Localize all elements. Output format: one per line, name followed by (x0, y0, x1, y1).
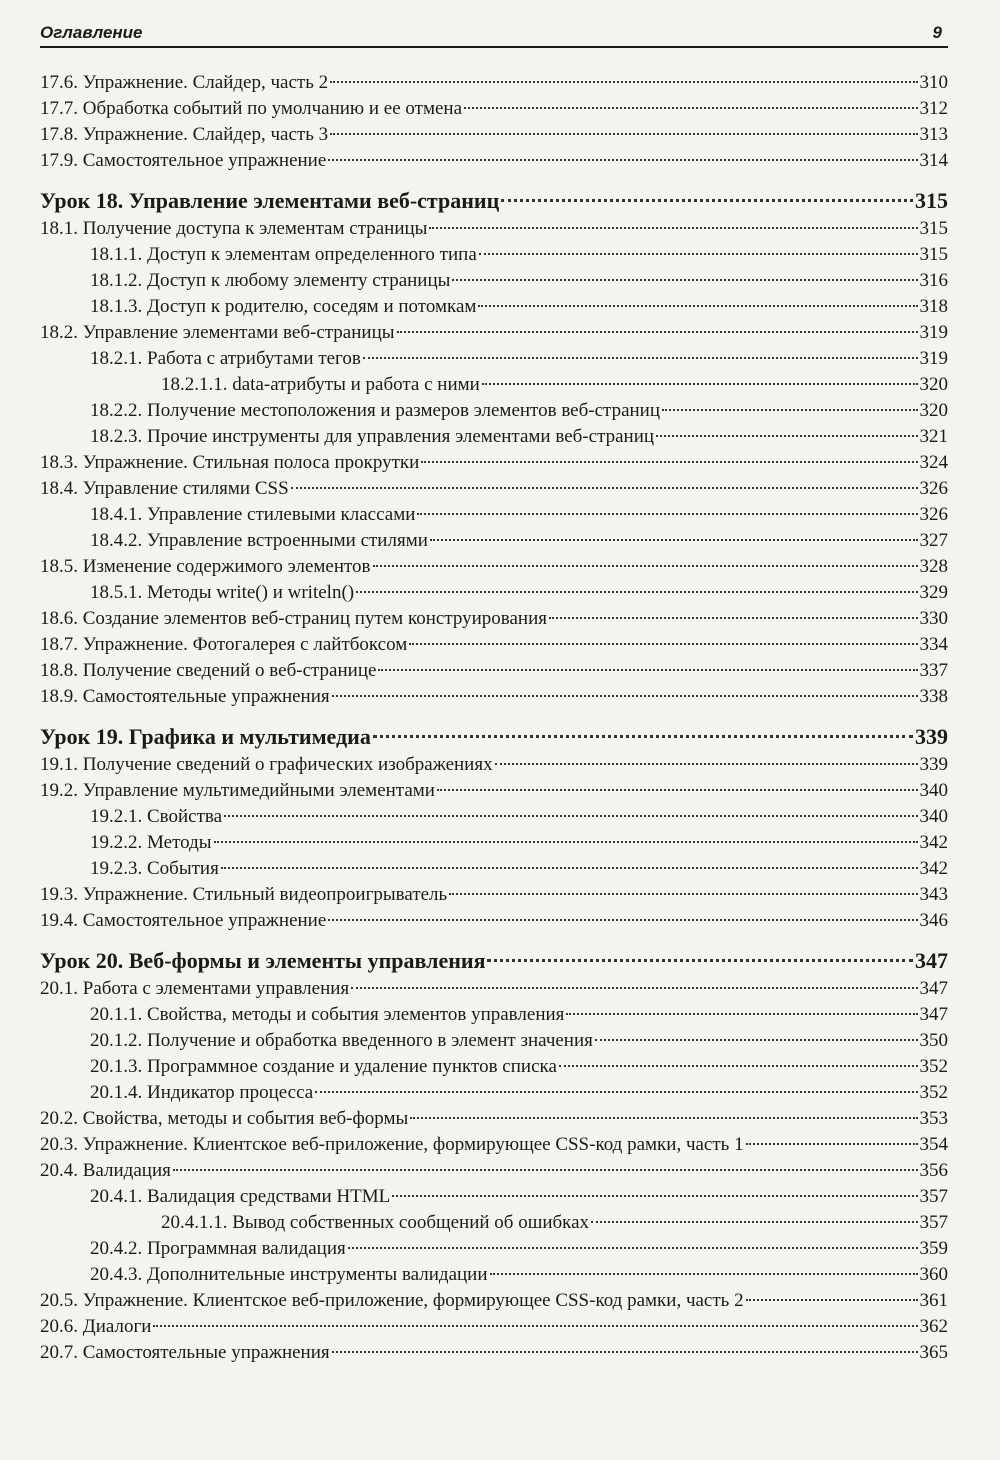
toc-entry-title: 18.1.3. Доступ к родителю, соседям и потомкам (90, 296, 477, 317)
dot-leader (430, 539, 918, 541)
toc-entry-page: 353 (919, 1108, 948, 1129)
toc-entry-page: 350 (919, 1030, 948, 1051)
toc-entry (40, 908, 948, 934)
toc-entry (40, 976, 948, 1002)
toc-entry (40, 658, 948, 684)
toc-entry-title: 17.6. Упражнение. Слайдер, часть 2 (40, 72, 329, 93)
toc-entry (40, 346, 948, 372)
toc-entry-page: 324 (919, 452, 948, 473)
toc-entry-page: 352 (919, 1056, 948, 1077)
toc-entry-page: 312 (919, 98, 948, 119)
dot-leader (746, 1299, 918, 1301)
toc-entry-page: 319 (919, 348, 948, 369)
toc-entry-title: 18.9. Самостоятельные упражнения (40, 686, 330, 707)
toc-entry-title: 18.7. Упражнение. Фотогалерея с лайтбоксом (40, 634, 408, 655)
dot-leader (378, 669, 917, 671)
toc-entry (40, 320, 948, 346)
toc-entry (40, 1106, 948, 1132)
toc-entry-title: 17.9. Самостоятельное упражнение (40, 150, 327, 171)
dot-leader (549, 617, 918, 619)
dot-leader (332, 695, 918, 697)
dot-leader (487, 959, 913, 962)
toc-entry-title: 18.2.3. Прочие инструменты для управления элементами веб-страниц (90, 426, 655, 447)
toc-entry-page: 352 (919, 1082, 948, 1103)
toc-entry-page: 354 (919, 1134, 948, 1155)
toc-entry-title: 18.2. Управление элементами веб-страницы (40, 322, 395, 343)
toc-entry-title: 20.4.1.1. Вывод собственных сообщений об ошибках (161, 1212, 590, 1233)
header-page-number: 9 (932, 23, 942, 42)
toc-entry-page: 347 (919, 978, 948, 999)
toc-entry-title: Урок 18. Управление элементами веб-страниц (40, 188, 500, 213)
toc-entry-page: 313 (919, 124, 948, 145)
toc-entry-title: 18.8. Получение сведений о веб-странице (40, 660, 377, 681)
toc-entry-title: 20.7. Самостоятельные упражнения (40, 1342, 330, 1363)
toc-entry-title: 19.2. Управление мультимедийными элементами (40, 780, 435, 801)
dot-leader (746, 1143, 918, 1145)
toc-entry-page: 339 (919, 754, 948, 775)
toc-entry-title: 18.2.1. Работа с атрибутами тегов (90, 348, 361, 369)
toc-entry-page: 356 (919, 1160, 948, 1181)
toc-entry-title: 18.6. Создание элементов веб-страниц путем конструирования (40, 608, 547, 629)
toc-entry (40, 554, 948, 580)
toc-entry (40, 1080, 948, 1106)
dot-leader (595, 1039, 918, 1041)
toc-entry-title: 20.1. Работа с элементами управления (40, 978, 350, 999)
dot-leader (330, 81, 917, 83)
toc-entry-page: 347 (915, 948, 948, 973)
toc-entry-title: 18.3. Упражнение. Стильная полоса прокрутки (40, 452, 420, 473)
toc-entry-page: 314 (919, 150, 948, 171)
toc-entry-page: 342 (919, 858, 948, 879)
toc-entry-title: 19.4. Самостоятельное упражнение (40, 910, 327, 931)
toc-entry (40, 398, 948, 424)
toc-entry-page: 339 (915, 724, 948, 749)
toc-entry-title: 19.2.3. События (90, 858, 219, 879)
toc-entry-title: 20.4. Валидация (40, 1160, 171, 1181)
dot-leader (373, 565, 918, 567)
toc-entry (40, 778, 948, 804)
dot-leader (656, 435, 917, 437)
dot-leader (351, 987, 917, 989)
toc-entry (40, 1340, 948, 1366)
dot-leader (495, 763, 918, 765)
dot-leader (348, 1247, 918, 1249)
toc-entry (40, 1262, 948, 1288)
toc-entry (40, 752, 948, 778)
toc-entry (40, 1288, 948, 1314)
toc-entry (40, 242, 948, 268)
dot-leader (328, 159, 917, 161)
toc-entry-page: 365 (919, 1342, 948, 1363)
toc-entry-title: 20.1.1. Свойства, методы и события элементов управления (90, 1004, 565, 1025)
dot-leader (464, 107, 917, 109)
dot-leader (479, 253, 918, 255)
toc-chapter (40, 186, 948, 216)
toc-entry (40, 856, 948, 882)
dot-leader (315, 1091, 917, 1093)
toc-entry-title: 18.1.1. Доступ к элементам определенного типа (90, 244, 477, 265)
toc-entry-title: 20.3. Упражнение. Клиентское веб-приложение, формирующее CSS-код рамки, часть 1 (40, 1134, 744, 1155)
toc-entry-page: 362 (919, 1316, 948, 1337)
toc-entry-title: 18.4. Управление стилями CSS (40, 478, 289, 499)
toc-entry-page: 319 (919, 322, 948, 343)
toc-entry-title: Урок 20. Веб-формы и элементы управления (40, 948, 486, 973)
toc-entry-page: 329 (919, 582, 948, 603)
dot-leader (291, 487, 918, 489)
toc-entry (40, 632, 948, 658)
toc-entry-page: 360 (919, 1264, 948, 1285)
toc-entry-page: 328 (919, 556, 948, 577)
toc-entry-title: 19.1. Получение сведений о графических изображениях (40, 754, 493, 775)
toc-entry-title: 18.4.1. Управление стилевыми классами (90, 504, 416, 525)
toc-entry (40, 606, 948, 632)
toc-entry (40, 122, 948, 148)
toc-entry-page: 340 (919, 780, 948, 801)
toc-entry-title: 17.8. Упражнение. Слайдер, часть 3 (40, 124, 329, 145)
dot-leader (397, 331, 918, 333)
toc-entry-title: 18.2.1.1. data-атрибуты и работа с ними (161, 374, 480, 395)
toc-entry (40, 268, 948, 294)
dot-leader (330, 133, 917, 135)
toc-entry (40, 830, 948, 856)
toc-entry-title: 19.3. Упражнение. Стильный видеопроигрыватель (40, 884, 448, 905)
toc-entry (40, 476, 948, 502)
toc-entry-title: 20.1.4. Индикатор процесса (90, 1082, 314, 1103)
toc-entry (40, 96, 948, 122)
toc-entry-page: 315 (919, 244, 948, 265)
toc-entry (40, 684, 948, 710)
toc-entry-title: 20.4.2. Программная валидация (90, 1238, 346, 1259)
dot-leader (559, 1065, 918, 1067)
toc-entry-page: 347 (919, 1004, 948, 1025)
toc-entry (40, 528, 948, 554)
toc-entry-page: 320 (919, 374, 948, 395)
toc-entry (40, 1132, 948, 1158)
toc-entry-page: 326 (919, 504, 948, 525)
toc-entry (40, 1054, 948, 1080)
toc-entry-page: 327 (919, 530, 948, 551)
toc-entry-title: 20.6. Диалоги (40, 1316, 152, 1337)
dot-leader (591, 1221, 917, 1223)
dot-leader (214, 841, 918, 843)
toc-entry-page: 316 (919, 270, 948, 291)
toc-entry (40, 450, 948, 476)
toc-entry (40, 1002, 948, 1028)
toc-entry-page: 342 (919, 832, 948, 853)
dot-leader (566, 1013, 917, 1015)
dot-leader (173, 1169, 918, 1171)
toc-entry (40, 1028, 948, 1054)
dot-leader (328, 919, 917, 921)
dot-leader (417, 513, 917, 515)
toc-chapter (40, 722, 948, 752)
toc-chapter (40, 946, 948, 976)
toc-entry-title: 17.7. Обработка событий по умолчанию и ее отмена (40, 98, 463, 119)
toc-entry-title: 20.1.2. Получение и обработка введенного в элемент значения (90, 1030, 593, 1051)
toc-entry-page: 315 (915, 188, 948, 213)
toc-entry-page: 357 (919, 1186, 948, 1207)
toc-entry-title: 18.5.1. Методы write() и writeln() (90, 582, 355, 603)
toc-entry-title: Урок 19. Графика и мультимедиа (40, 724, 371, 749)
toc-entry-page: 320 (919, 400, 948, 421)
dot-leader (224, 815, 917, 817)
toc-entry-page: 318 (919, 296, 948, 317)
toc-entry (40, 294, 948, 320)
toc-entry (40, 804, 948, 830)
dot-leader (153, 1325, 917, 1327)
dot-leader (363, 357, 918, 359)
toc-entry-title: 18.1.2. Доступ к любому элементу страницы (90, 270, 451, 291)
toc-entry-title: 19.2.2. Методы (90, 832, 212, 853)
toc-entry-page: 346 (919, 910, 948, 931)
toc-entry-page: 357 (919, 1212, 948, 1233)
toc-entry (40, 1314, 948, 1340)
toc-entry-page: 321 (919, 426, 948, 447)
toc-entry-title: 18.4.2. Управление встроенными стилями (90, 530, 428, 551)
toc-entry (40, 216, 948, 242)
dot-leader (452, 279, 917, 281)
toc-entry-page: 330 (919, 608, 948, 629)
dot-leader (490, 1273, 918, 1275)
toc-entry-page: 326 (919, 478, 948, 499)
toc-entry (40, 882, 948, 908)
toc-entry (40, 1236, 948, 1262)
dot-leader (429, 227, 917, 229)
toc-entry-page: 359 (919, 1238, 948, 1259)
dot-leader (332, 1351, 918, 1353)
toc-entry-page: 334 (919, 634, 948, 655)
dot-leader (409, 643, 917, 645)
toc-entry-page: 315 (919, 218, 948, 239)
toc-entry-title: 20.4.3. Дополнительные инструменты валидации (90, 1264, 488, 1285)
dot-leader (392, 1195, 917, 1197)
dot-leader (437, 789, 918, 791)
toc-entry-page: 340 (919, 806, 948, 827)
toc-entry-page: 343 (919, 884, 948, 905)
toc-entry-page: 310 (919, 72, 948, 93)
toc-entry (40, 1210, 948, 1236)
toc-entry (40, 1184, 948, 1210)
toc-entry-page: 337 (919, 660, 948, 681)
dot-leader (662, 409, 917, 411)
toc-entry (40, 502, 948, 528)
toc-entry (40, 580, 948, 606)
dot-leader (221, 867, 918, 869)
toc-entry-page: 338 (919, 686, 948, 707)
toc-entry-title: 20.1.3. Программное создание и удаление пунктов списка (90, 1056, 557, 1077)
toc-entry-title: 18.2.2. Получение местоположения и размеров элементов веб-страниц (90, 400, 661, 421)
running-header (40, 16, 948, 48)
toc-entry-title: 18.1. Получение доступа к элементам страницы (40, 218, 428, 239)
toc-entry-title: 20.5. Упражнение. Клиентское веб-приложение, формирующее CSS-код рамки, часть 2 (40, 1290, 744, 1311)
toc-entry (40, 424, 948, 450)
toc-entry (40, 372, 948, 398)
dot-leader (501, 199, 913, 202)
dot-leader (373, 735, 913, 738)
toc-entry-title: 20.2. Свойства, методы и события веб-формы (40, 1108, 409, 1129)
table-of-contents (40, 70, 948, 1366)
toc-entry (40, 70, 948, 96)
toc-entry-title: 18.5. Изменение содержимого элементов (40, 556, 371, 577)
dot-leader (421, 461, 917, 463)
toc-entry-page: 361 (919, 1290, 948, 1311)
toc-entry (40, 148, 948, 174)
dot-leader (449, 893, 917, 895)
dot-leader (356, 591, 917, 593)
toc-entry (40, 1158, 948, 1184)
dot-leader (482, 383, 918, 385)
toc-entry-title: 20.4.1. Валидация средствами HTML (90, 1186, 391, 1207)
toc-entry-title: 19.2.1. Свойства (90, 806, 223, 827)
header-title: Оглавление (40, 23, 143, 42)
dot-leader (478, 305, 917, 307)
dot-leader (410, 1117, 917, 1119)
